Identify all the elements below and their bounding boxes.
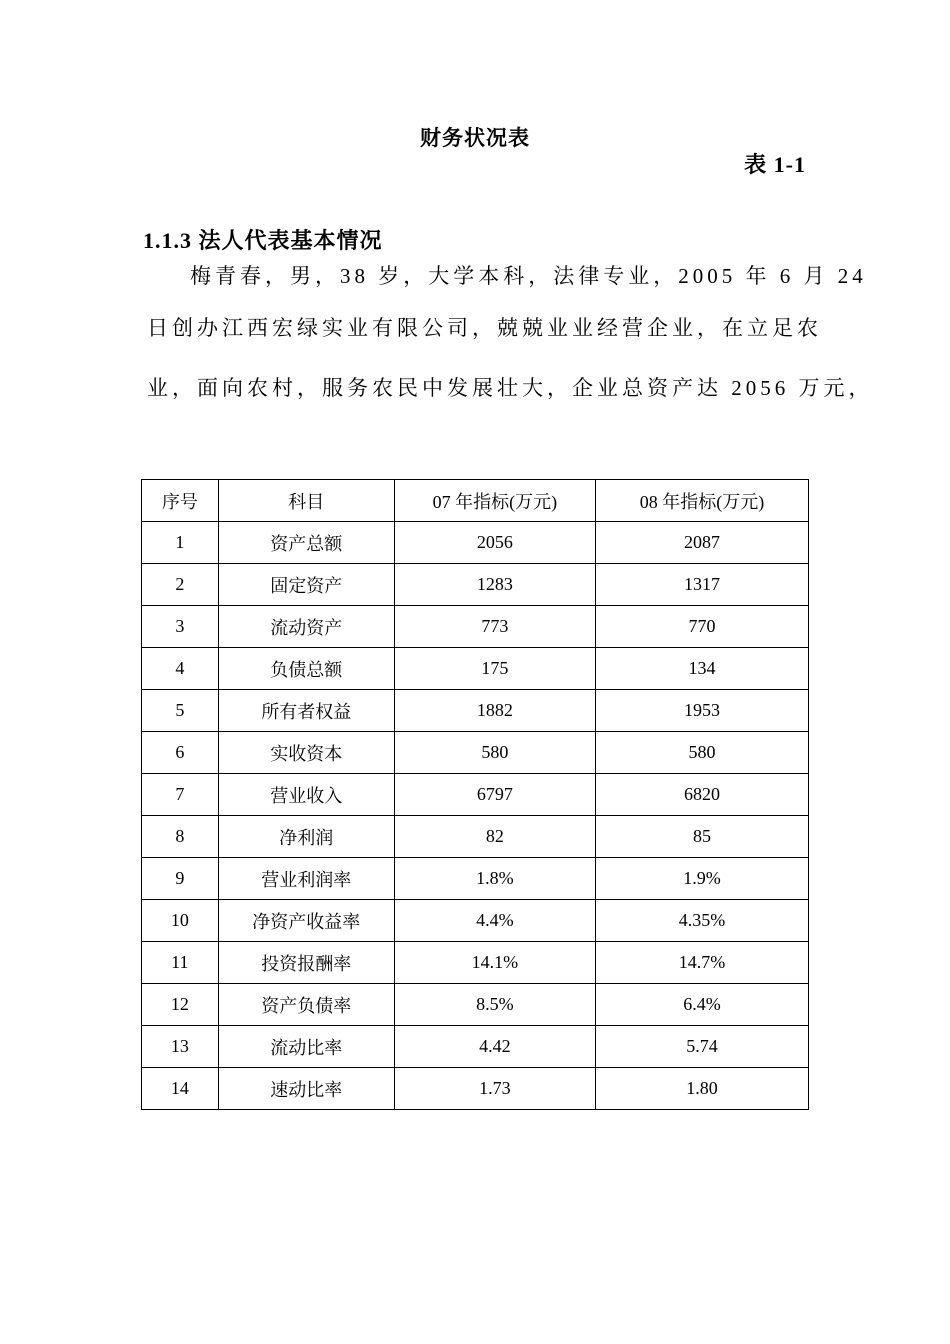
row-value-2007: 2056 <box>394 522 595 564</box>
table-row <box>142 648 809 690</box>
row-item: 负债总额 <box>218 648 394 690</box>
header-2008: 08 年指标(万元) <box>595 480 808 522</box>
row-value-2007: 4.42 <box>394 1026 595 1068</box>
row-value-2007: 1283 <box>394 564 595 606</box>
row-index: 9 <box>142 858 219 900</box>
row-index: 12 <box>142 984 219 1026</box>
row-value-2008: 6.4% <box>595 984 808 1026</box>
table-row <box>142 606 809 648</box>
row-value-2007: 1882 <box>394 690 595 732</box>
row-index: 10 <box>142 900 219 942</box>
table-row <box>142 1026 809 1068</box>
row-index: 3 <box>142 606 219 648</box>
row-index: 11 <box>142 942 219 984</box>
table-row <box>142 816 809 858</box>
row-value-2007: 4.4% <box>394 900 595 942</box>
row-value-2008: 4.35% <box>595 900 808 942</box>
row-index: 5 <box>142 690 219 732</box>
row-value-2008: 1317 <box>595 564 808 606</box>
table-row <box>142 1068 809 1110</box>
paragraph-line: 梅青春，男，38 岁，大学本科，法律专业，2005 年 6 月 24 <box>190 264 867 288</box>
section-heading: 1.1.3 法人代表基本情况 <box>143 228 383 253</box>
table-row <box>142 522 809 564</box>
row-index: 2 <box>142 564 219 606</box>
paragraph-line: 日创办江西宏绿实业有限公司，兢兢业业经营企业，在立足农 <box>147 316 822 340</box>
table-row <box>142 984 809 1026</box>
row-item: 所有者权益 <box>218 690 394 732</box>
row-index: 4 <box>142 648 219 690</box>
table-row <box>142 732 809 774</box>
row-item: 固定资产 <box>218 564 394 606</box>
row-item: 净资产收益率 <box>218 900 394 942</box>
row-value-2007: 6797 <box>394 774 595 816</box>
row-item: 速动比率 <box>218 1068 394 1110</box>
table-header-row <box>142 480 809 522</box>
row-value-2007: 1.73 <box>394 1068 595 1110</box>
row-value-2008: 134 <box>595 648 808 690</box>
row-item: 净利润 <box>218 816 394 858</box>
row-item: 流动比率 <box>218 1026 394 1068</box>
row-value-2007: 8.5% <box>394 984 595 1026</box>
header-item: 科目 <box>218 480 394 522</box>
paragraph-line: 业，面向农村，服务农民中发展壮大，企业总资产达 2056 万元， <box>147 376 874 400</box>
row-value-2007: 175 <box>394 648 595 690</box>
row-value-2007: 1.8% <box>394 858 595 900</box>
row-value-2008: 1.9% <box>595 858 808 900</box>
row-index: 8 <box>142 816 219 858</box>
financial-table <box>141 479 809 1110</box>
table-number: 表 1-1 <box>744 152 806 177</box>
table-row <box>142 900 809 942</box>
row-item: 营业收入 <box>218 774 394 816</box>
table-body <box>142 522 809 1110</box>
header-2007: 07 年指标(万元) <box>394 480 595 522</box>
row-item: 营业利润率 <box>218 858 394 900</box>
row-item: 投资报酬率 <box>218 942 394 984</box>
row-value-2008: 6820 <box>595 774 808 816</box>
row-value-2008: 14.7% <box>595 942 808 984</box>
row-value-2007: 580 <box>394 732 595 774</box>
row-value-2008: 5.74 <box>595 1026 808 1068</box>
row-index: 6 <box>142 732 219 774</box>
page-title: 财务状况表 <box>420 126 530 150</box>
row-value-2008: 2087 <box>595 522 808 564</box>
header-index: 序号 <box>142 480 219 522</box>
row-item: 资产负债率 <box>218 984 394 1026</box>
row-value-2007: 773 <box>394 606 595 648</box>
row-item: 资产总额 <box>218 522 394 564</box>
row-value-2008: 85 <box>595 816 808 858</box>
row-value-2008: 770 <box>595 606 808 648</box>
row-value-2008: 580 <box>595 732 808 774</box>
row-value-2008: 1.80 <box>595 1068 808 1110</box>
row-value-2007: 82 <box>394 816 595 858</box>
row-index: 7 <box>142 774 219 816</box>
row-value-2008: 1953 <box>595 690 808 732</box>
row-item: 实收资本 <box>218 732 394 774</box>
table-row <box>142 942 809 984</box>
row-index: 14 <box>142 1068 219 1110</box>
row-item: 流动资产 <box>218 606 394 648</box>
row-value-2007: 14.1% <box>394 942 595 984</box>
table-row <box>142 774 809 816</box>
row-index: 13 <box>142 1026 219 1068</box>
row-index: 1 <box>142 522 219 564</box>
table-row <box>142 690 809 732</box>
table-row <box>142 858 809 900</box>
table-row <box>142 564 809 606</box>
